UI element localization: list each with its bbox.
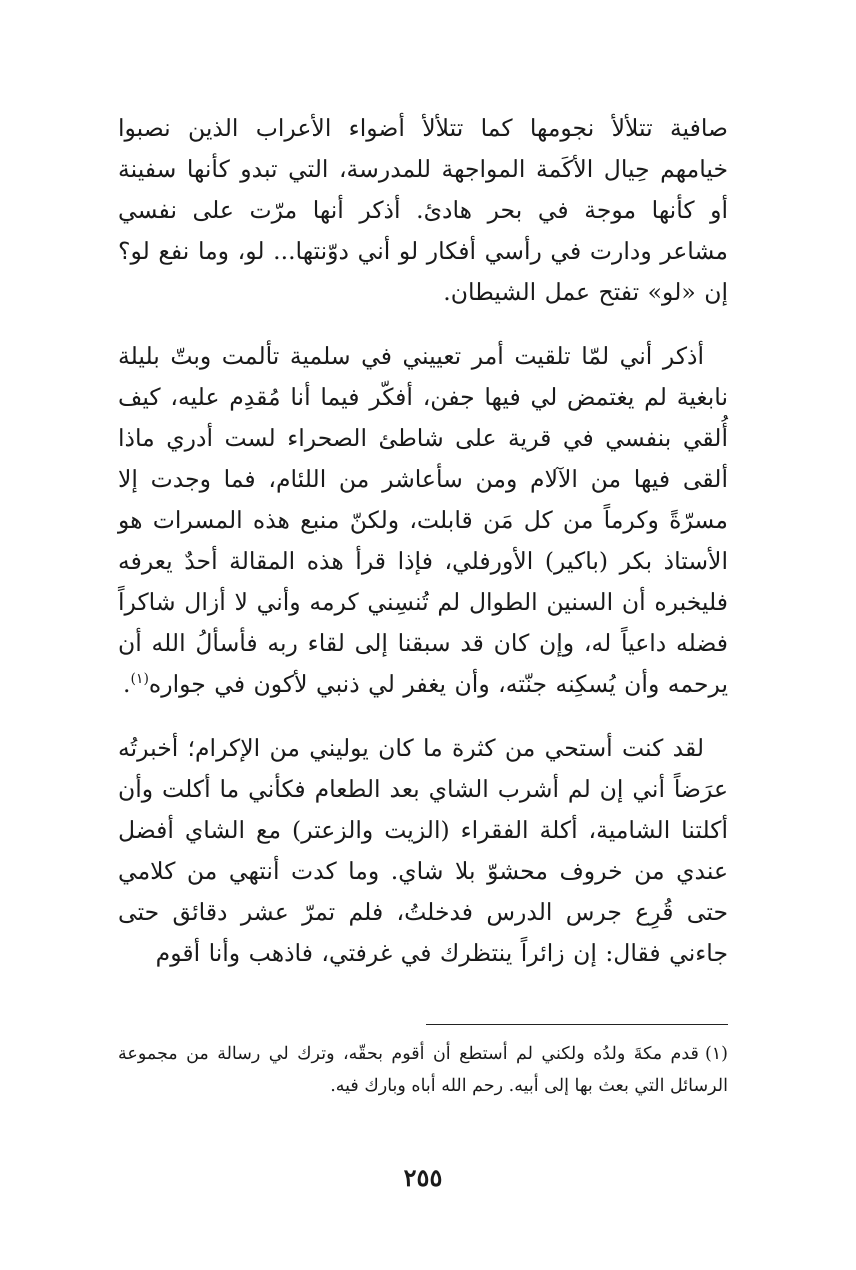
body-paragraph-2	[118, 336, 728, 705]
page-number: ٢٥٥	[403, 1163, 443, 1192]
footnote-separator	[426, 1024, 728, 1025]
body-paragraph-1: صافية تتلألأ نجومها كما تتلألأ أضواء الأعراب الذين نصبوا خيامهم حِيال الأكَمة المواجهة للمدرسة، التي تبدو كأنها سفينة أو كأنها موجة في بحر هادئ. أذكر أنها مرّت على نفسي مشاعر ودارت في رأسي أفكار لو أني دوّنتها... لو، وما نفع لو؟ إن «لو» تفتح عمل الشيطان.	[118, 114, 728, 306]
footnote-number: (١)	[704, 1044, 728, 1064]
body-paragraph-2-text: أذكر أني لمّا تلقيت أمر تعييني في سلمية تألمت وبتّ بليلة نابغية لم يغتمض لي فيها جفن، أفكّر فيما أنا مُقدِم عليه، كيف أُلقي بنفسي في قرية على شاطئ الصحراء لست أدري ماذا ألقى فيها من الآلام ومن سأعاشر من اللئام، فما وجدت إلا مسرّةً وكرماً من كل مَن قابلت، ولكنّ منبع هذه المسرات هو الأستاذ بكر (باكير) الأورفلي، فإذا قرأ هذه المقالة أحدٌ يعرفه فليخبره أن السنين الطوال لم تُنسِني كرمه وأني لا أزال شاكراً فضله داعياً له، وإن كان قد سبقنا إلى لقاء ربه فأسألُ الله أن يرحمه وأن يُسكِنه جنّته، وأن يغفر لي ذنبي لأكون في جواره	[118, 342, 728, 698]
footnote-reference[interactable]: (١)	[130, 671, 149, 688]
body-paragraph-2-end: .	[122, 670, 131, 698]
book-page	[118, 0, 728, 1270]
body-paragraph-3: لقد كنت أستحي من كثرة ما كان يوليني من الإكرام؛ أخبرتُه عرَضاً أني إن لم أشرب الشاي بعد الطعام فكأني ما أكلت وأن أكلتنا الشامية، أكلة الفقراء (الزيت والزعتر) مع الشاي أفضل عندي من خروف محشوّ بلا شاي. وما كدت أنتهي من كلامي حتى قُرِع جرس الدرس فدخلتُ، فلم تمرّ عشر دقائق حتى جاءني فقال: إن زائراً ينتظرك في غرفتي، فاذهب وأنا أقوم	[118, 734, 728, 967]
footnote-text: قدم مكةَ ولدُه ولكني لم أستطع أن أقوم بحقّه، وترك لي رسالة من مجموعة الرسائل التي بعث بها إلى أبيه. رحم الله أباه وبارك فيه.	[118, 1044, 728, 1096]
footnote	[118, 1038, 728, 1102]
